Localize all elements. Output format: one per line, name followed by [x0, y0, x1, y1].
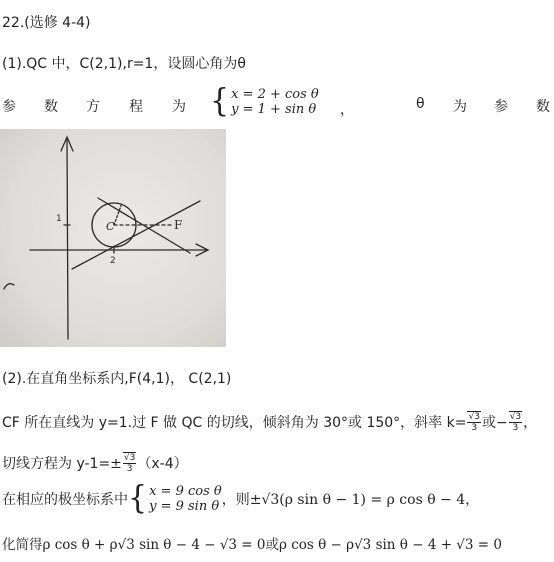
polar-line	[2, 480, 480, 517]
label-y-tick: 1	[56, 214, 62, 224]
slope-text: CF 所在直线为 y=1.过 F 做 QC 的切线，倾斜角为 30°或 150°，斜率 k=	[2, 415, 467, 431]
param-eq-x: x = 2 + cos θ	[231, 87, 319, 102]
theta-char-2: 参	[494, 99, 508, 115]
handwritten-sketch-photo	[0, 129, 226, 347]
polar-relation: ，则±√3(ρ sin θ − 1) = ρ cos θ − 4，	[221, 492, 480, 508]
theta-char-3: 数	[536, 99, 550, 115]
label-f: F	[174, 218, 183, 232]
param-eq-y: y = 1 + sin θ	[231, 102, 317, 117]
param-char-0: 参	[2, 99, 16, 115]
label-x-tick: 2	[110, 256, 116, 266]
brace-symbol: {	[210, 83, 230, 120]
polar-eq-y: y = 9 sin θ	[149, 499, 220, 514]
slope-end: ，	[523, 415, 538, 431]
param-char-2: 方	[86, 99, 100, 115]
part1-heading: (1).QC 中，C(2,1),r=1，设圆心角为θ	[2, 56, 246, 72]
fraction-sqrt3-over-3: $\frac{√3}{3}$	[468, 412, 480, 433]
problem-title: 22.(选修 4-4)	[2, 15, 91, 31]
polar-intro: 在相应的极坐标系中	[2, 492, 128, 508]
theta-char-1: 为	[453, 99, 467, 115]
slope-or: 或−	[481, 415, 508, 431]
polar-system	[128, 480, 222, 517]
fraction-pm-sqrt3-over-3: $\frac{√3}{3}$	[123, 453, 136, 474]
param-equation-system	[210, 83, 319, 120]
param-char-4: 为	[172, 99, 186, 115]
slope-line	[2, 411, 537, 433]
polar-eq-x: x = 9 cos θ	[149, 484, 222, 499]
theta-char-0: θ	[416, 96, 425, 112]
fraction-neg-sqrt3-over-3: $\frac{√3}{3}$	[509, 412, 522, 433]
brace-symbol: {	[128, 480, 148, 517]
part2-heading: (2).在直角坐标系内,F(4,1)， C(2,1)	[2, 371, 232, 387]
tangent-equation-line	[2, 452, 188, 474]
simplified-result: 化简得ρ cos θ + ρ√3 sin θ − 4 − √3 = 0或ρ cos θ − ρ√3 sin θ − 4 + √3 = 0	[2, 537, 502, 553]
tangent-eq-tail: （x-4）	[137, 456, 188, 472]
param-char-3: 程	[129, 99, 143, 115]
param-char-1: 数	[44, 99, 58, 115]
param-comma: ，	[340, 102, 354, 118]
tangent-eq-text: 切线方程为 y-1=±	[2, 456, 122, 472]
label-c: C	[106, 220, 115, 233]
